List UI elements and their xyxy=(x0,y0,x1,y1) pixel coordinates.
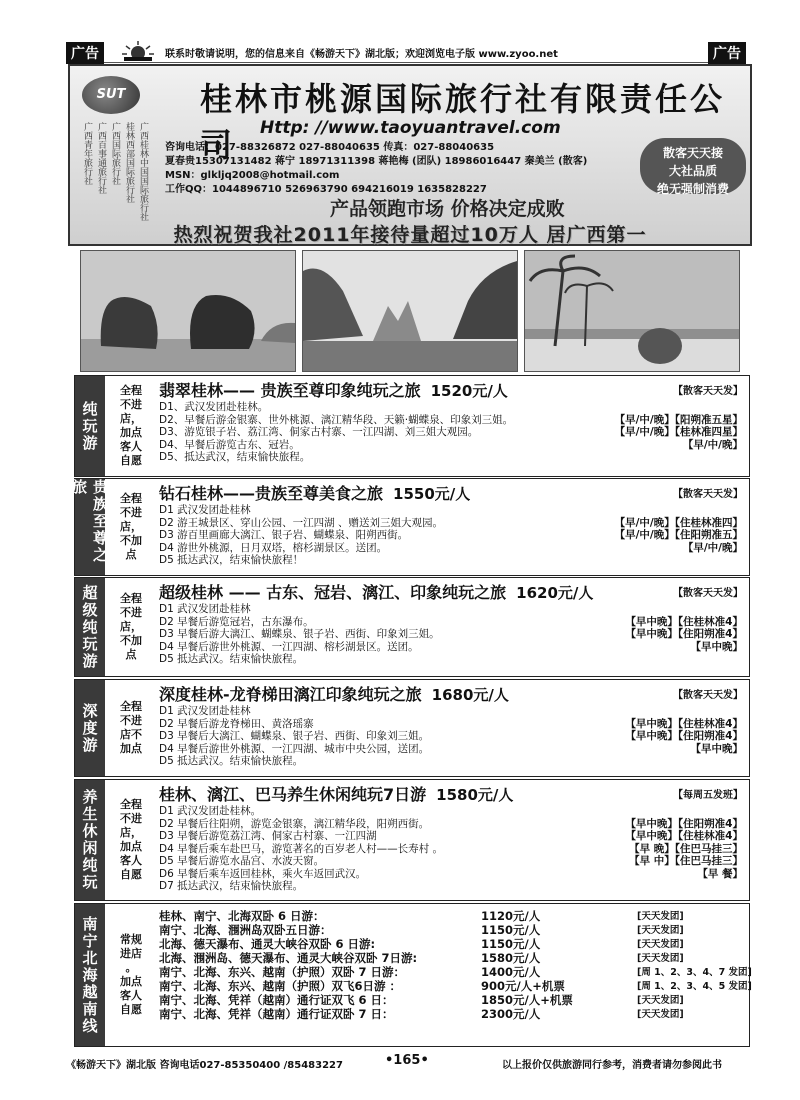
karst-rock-photo xyxy=(80,250,296,372)
route-row xyxy=(159,964,752,979)
meal-note: 【早/中/晚】【住阳朔准五】 xyxy=(614,529,743,541)
section-features xyxy=(109,680,153,776)
itinerary-text: D4 早餐后游世外桃源、一江四湖、榕杉湖景区。送团。 xyxy=(159,640,419,653)
route-price: 1400元/人 xyxy=(481,965,541,979)
route-name: 南宁、北海、凭祥（越南）通行证双卧 7 日： xyxy=(159,1007,394,1021)
ad-label-right: 广告 xyxy=(708,42,746,64)
feature-text: 客人 xyxy=(120,989,142,1002)
section-features xyxy=(109,780,153,900)
feature-text: 常规 xyxy=(120,933,142,946)
agency-header xyxy=(68,64,752,246)
itinerary-text: D1 武汉发团赴桂林 xyxy=(159,504,251,516)
section-tab: 养生休闲纯玩 xyxy=(75,780,105,900)
section-features xyxy=(109,578,153,676)
tour-section xyxy=(70,478,750,576)
vertical-note: 广西国际旅行社 xyxy=(110,122,120,185)
itinerary-line xyxy=(159,818,743,831)
itinerary-line xyxy=(159,868,743,881)
beach-palm-photo xyxy=(524,250,740,372)
meal-note: 【早中晚】【住桂林准4】 xyxy=(625,717,743,730)
feature-text: 不进 xyxy=(120,812,142,825)
feature-text: 不进 xyxy=(120,606,142,619)
section-tab: 超级纯玩游 xyxy=(75,578,105,676)
itinerary-line xyxy=(159,554,743,567)
itinerary-text: D3、游览银子岩、荔江湾、侗家古村寨、一江四湖、刘三姐大观园。 xyxy=(159,426,479,438)
top-note: 联系时敬请说明，您的信息来自《畅游天下》湖北版；欢迎浏览电子版 www.zyoo.net xyxy=(165,49,558,60)
section-tab: 纯玩游 xyxy=(75,376,105,476)
feature-text: 自愿 xyxy=(120,454,142,467)
itinerary-text: D1 武汉发团赴桂林 xyxy=(159,603,251,615)
meal-note: 【早/中/晚】【阳朔准五星】 xyxy=(614,413,743,426)
feature-text: 点 xyxy=(125,648,137,661)
itinerary-text: D2、早餐后游金银寨、世外桃源、漓江精华段、天籁·蝴蝶泉、印象刘三姐。 xyxy=(159,413,514,426)
route-price-section xyxy=(74,903,750,1047)
feature-text: 全程 xyxy=(120,384,142,397)
website-url[interactable]: Http: //www.taoyuantravel.com xyxy=(260,118,561,138)
meal-note: 【早中晚】【住阳朔准4】 xyxy=(625,730,743,742)
feature-text: 不进 xyxy=(120,714,142,727)
promo-seal xyxy=(640,138,746,194)
meal-note: 【早中晚】【住桂林准4】 xyxy=(625,615,743,628)
feature-text: 全程 xyxy=(120,700,142,713)
meal-note: 【早中晚】【住阳朔准4】 xyxy=(625,817,743,830)
tour-price: 1680元/人 xyxy=(431,686,509,704)
feature-text: 客人 xyxy=(120,854,142,867)
company-name: 桂林市桃源国际旅行社有限责任公司 xyxy=(200,80,726,164)
itinerary-line xyxy=(159,542,743,555)
section-tab: 深度游 xyxy=(75,680,105,776)
itinerary-text: D3 早餐后大漓江、蝴蝶泉、银子岩、西街、印象刘三姐。 xyxy=(159,730,430,742)
itinerary-text: D2 游王城景区、穿山公园、一江四湖 、赠送刘三姐大观园。 xyxy=(159,516,443,529)
itinerary-text: D1 武汉发团赴桂林 xyxy=(159,705,251,717)
departure-badge: 【散客天天发】 xyxy=(673,489,743,500)
itinerary-text: D3 早餐后游览荔江湾、侗家古村寨、一江四湖 xyxy=(159,830,377,842)
itinerary-text: D4 早餐后乘车赴巴马，游览著名的百岁老人村——长寿村 。 xyxy=(159,842,443,855)
section-tab: 贵族至尊之旅 xyxy=(75,479,105,575)
feature-text: 。 xyxy=(125,961,137,974)
route-departure: [天天发团] xyxy=(637,953,684,964)
feature-text: 全程 xyxy=(120,592,142,605)
meal-note: 【早中晚】【住阳朔准4】 xyxy=(625,628,743,640)
itinerary-line xyxy=(159,529,743,542)
itinerary-text: D7 抵达武汉，结束愉快旅程。 xyxy=(159,880,304,892)
route-price: 1850元/人+机票 xyxy=(481,993,573,1007)
meal-note: 【早 餐】 xyxy=(697,867,743,880)
route-price: 2300元/人 xyxy=(481,1007,541,1021)
departure-badge: 【散客天天发】 xyxy=(673,588,743,599)
itinerary-line xyxy=(159,843,743,856)
itinerary-text: D5 早餐后游览水晶宫、水波天窗。 xyxy=(159,855,325,867)
itinerary-text: D4 游世外桃源，日月双塔，榕杉湖景区。送团。 xyxy=(159,541,388,554)
itinerary-line xyxy=(159,755,743,768)
feature-text: 自愿 xyxy=(120,1003,142,1016)
slogan: 产品领跑市场 价格决定成败 xyxy=(330,198,565,220)
route-name: 桂林、南宁、北海双卧 6 日游： xyxy=(159,909,325,923)
contact-line: 咨询电话：027-88326872 027-88040635 传真：027-88040635 xyxy=(165,142,495,153)
meal-note: 【早/中/晚】 xyxy=(682,438,743,451)
feature-text: 不加 xyxy=(120,534,142,547)
tour-price: 1620元/人 xyxy=(516,584,594,602)
feature-text: 加点 xyxy=(120,975,142,988)
route-departure: [周 1、2、3、4、7 发团] xyxy=(637,967,752,978)
itinerary-line xyxy=(159,439,743,452)
feature-text: 不进 xyxy=(120,506,142,519)
meal-note: 【早 晚】【住巴马挂三】 xyxy=(629,842,743,855)
itinerary-line xyxy=(159,641,743,654)
itinerary-text: D3 游百里画廊大漓江、银子岩、蝴蝶泉、阳朔西街。 xyxy=(159,529,409,541)
feature-text: 点 xyxy=(125,548,137,561)
sun-palm-logo-icon xyxy=(118,40,158,66)
itinerary-line xyxy=(159,805,743,818)
route-price: 1580元/人 xyxy=(481,951,541,965)
itinerary-text: D2 早餐后往阳朔，游览金银寨，漓江精华段，阳朔西街。 xyxy=(159,817,430,830)
feature-text: 不进 xyxy=(120,398,142,411)
agency-logo: SUT xyxy=(82,76,140,114)
itinerary-text: D3 早餐后游大漓江、蝴蝶泉、银子岩、西街、印象刘三姐。 xyxy=(159,628,440,640)
tour-price: 1550元/人 xyxy=(393,485,471,503)
feature-text: 店不 xyxy=(120,728,142,741)
itinerary-line xyxy=(159,603,743,616)
route-price: 1120元/人 xyxy=(481,909,541,923)
route-departure: [天天发团] xyxy=(637,995,684,1006)
tour-title: 桂林、漓江、巴马养生休闲纯玩7日游 xyxy=(159,785,427,804)
feature-text: 店， xyxy=(120,620,142,633)
feature-text: 店， xyxy=(120,826,142,839)
departure-badge: 【散客天天发】 xyxy=(673,386,743,397)
route-name: 南宁、北海、涠洲岛双卧五日游： xyxy=(159,923,332,937)
tour-price: 1580元/人 xyxy=(436,786,514,804)
seal-line: 散客天天接 xyxy=(662,146,723,160)
seal-line: 大社品质 xyxy=(668,164,717,178)
itinerary-line xyxy=(159,718,743,731)
itinerary-text: D2 早餐后游龙脊梯田、黄洛瑶寨 xyxy=(159,717,314,730)
route-departure: [天天发团] xyxy=(637,911,684,922)
seal-line: 绝无强制消费 xyxy=(656,182,729,196)
departure-badge: 【散客天天发】 xyxy=(673,690,743,701)
route-departure: [天天发团] xyxy=(637,939,684,950)
meal-note: 【早中晚】 xyxy=(690,640,743,653)
tour-title: 翡翠桂林—— 贵族至尊印象纯玩之旅 xyxy=(159,381,421,400)
itinerary-line xyxy=(159,628,743,641)
tour-price: 1520元/人 xyxy=(430,382,508,400)
itinerary-line xyxy=(159,880,743,893)
feature-text: 全程 xyxy=(120,798,142,811)
itinerary-line xyxy=(159,653,743,666)
route-departure: [天天发团] xyxy=(637,925,684,936)
tour-section xyxy=(74,375,750,477)
feature-text: 加点 xyxy=(120,426,142,439)
route-departure: [周 1、2、3、4、5 发团] xyxy=(637,981,752,992)
feature-text: 店， xyxy=(120,520,142,533)
itinerary-text: D1、武汉发团赴桂林。 xyxy=(159,401,269,413)
vertical-note: 广西桂林中国国际旅行社 xyxy=(138,122,148,221)
route-row xyxy=(159,978,752,993)
itinerary-text: D5 抵达武汉。结束愉快旅程。 xyxy=(159,653,304,665)
itinerary-line xyxy=(159,414,743,427)
tour-title: 钻石桂林——贵族至尊美食之旅 xyxy=(159,484,384,503)
itinerary-line xyxy=(159,616,743,629)
route-row xyxy=(159,936,743,950)
section-features xyxy=(109,479,153,575)
itinerary-text: D5、抵达武汉，结束愉快旅程。 xyxy=(159,451,311,463)
itinerary-line xyxy=(159,517,743,530)
feature-text: 不加 xyxy=(120,634,142,647)
route-price: 1150元/人 xyxy=(481,923,541,937)
route-name: 南宁、北海、东兴、越南（护照）双卧 7 日游： xyxy=(159,965,406,979)
footer-contact: 《畅游天下》湖北版 咨询电话027-85350400 /85483227 xyxy=(66,1060,343,1071)
itinerary-line xyxy=(159,401,743,414)
itinerary-line xyxy=(159,830,743,843)
itinerary-text: D4、早餐后游览古东、冠岩。 xyxy=(159,438,300,451)
feature-text: 加点 xyxy=(120,840,142,853)
feature-text: 客人 xyxy=(120,440,142,453)
itinerary-text: D5 抵达武汉。结束愉快旅程。 xyxy=(159,755,304,767)
itinerary-text: D5 抵达武汉，结束愉快旅程！ xyxy=(159,554,304,566)
page-number: •165• xyxy=(385,1053,429,1068)
footer-disclaimer: 以上报价仅供旅游同行参考，消费者请勿参阅此书 xyxy=(502,1060,722,1071)
route-price: 1150元/人 xyxy=(481,937,541,951)
tour-section xyxy=(74,577,750,677)
route-row xyxy=(159,1006,743,1020)
itinerary-text: D6 早餐后乘车返回桂林，乘火车返回武汉。 xyxy=(159,867,367,880)
contact-line: 工作QQ：1044896710 526963790 694216019 1635828227 xyxy=(165,184,487,195)
section-tab: 南宁北海越南线 xyxy=(75,904,105,1046)
itinerary-line xyxy=(159,855,743,868)
tour-title: 深度桂林-龙脊梯田漓江印象纯玩之旅 xyxy=(159,685,422,704)
route-row xyxy=(159,992,743,1006)
meal-note: 【早/中/晚】【住桂林准四】 xyxy=(614,516,743,529)
tour-section xyxy=(74,679,750,777)
feature-text: 自愿 xyxy=(120,868,142,881)
feature-text: 加点 xyxy=(120,742,142,755)
vertical-note: 广西百事通旅行社 xyxy=(96,122,106,194)
itinerary-line xyxy=(159,743,743,756)
meal-note: 【早中晚】【住桂林准4】 xyxy=(625,830,743,842)
route-departure: [天天发团] xyxy=(637,1009,684,1020)
route-name: 南宁、北海、凭祥（越南）通行证双飞 6 日： xyxy=(159,993,394,1007)
tour-title: 超级桂林 —— 古东、冠岩、漓江、印象纯玩之旅 xyxy=(159,583,507,602)
itinerary-line xyxy=(159,730,743,743)
itinerary-text: D1 武汉发团赴桂林。 xyxy=(159,805,262,817)
itinerary-line xyxy=(159,705,743,718)
river-mountain-photo xyxy=(302,250,518,372)
section-features xyxy=(109,376,153,476)
route-name: 北海、德天瀑布、通灵大峡谷双卧 6 日游: xyxy=(159,937,376,951)
itinerary-line xyxy=(159,504,743,517)
vertical-note: 桂林西部国际旅行社 xyxy=(124,122,134,203)
route-row xyxy=(159,950,743,964)
ad-label-left: 广告 xyxy=(66,42,104,64)
route-name: 北海、涠洲岛、德天瀑布、通灵大峡谷双卧 7日游: xyxy=(159,951,418,965)
itinerary-text: D4 早餐后游世外桃源、一江四湖、城市中央公园，送团。 xyxy=(159,742,430,755)
feature-text: 进店 xyxy=(120,947,142,960)
vertical-note: 广西青年旅行社 xyxy=(82,122,92,185)
itinerary-text: D2 早餐后游览冠岩，古东瀑布。 xyxy=(159,615,314,628)
celebration-banner: 热烈祝贺我社2011年接待量超过10万人 居广西第一 xyxy=(173,224,647,246)
section-features xyxy=(109,904,153,1046)
meal-note: 【早/中/晚】 xyxy=(682,541,743,554)
departure-badge: 【每周五发班】 xyxy=(673,790,743,801)
contact-line: 夏春贵15307131482 蒋宁 18971311398 蒋艳梅 (团队) 18986016447 秦美兰 (散客) xyxy=(165,156,588,167)
route-price: 900元/人+机票 xyxy=(481,979,565,993)
tour-section xyxy=(74,779,750,901)
feature-text: 店， xyxy=(120,412,142,425)
route-row xyxy=(159,922,743,936)
meal-note: 【早/中/晚】【桂林准四星】 xyxy=(614,426,743,438)
route-row xyxy=(159,908,743,922)
contact-line: MSN：glkljq2008@hotmail.com xyxy=(165,170,340,181)
itinerary-line xyxy=(159,426,743,439)
route-name: 南宁、北海、东兴、越南（护照）双飞6日游 ： xyxy=(159,979,402,993)
meal-note: 【早 中】【住巴马挂三】 xyxy=(629,855,743,867)
meal-note: 【早中晚】 xyxy=(690,742,743,755)
feature-text: 全程 xyxy=(120,492,142,505)
itinerary-line xyxy=(159,451,743,464)
